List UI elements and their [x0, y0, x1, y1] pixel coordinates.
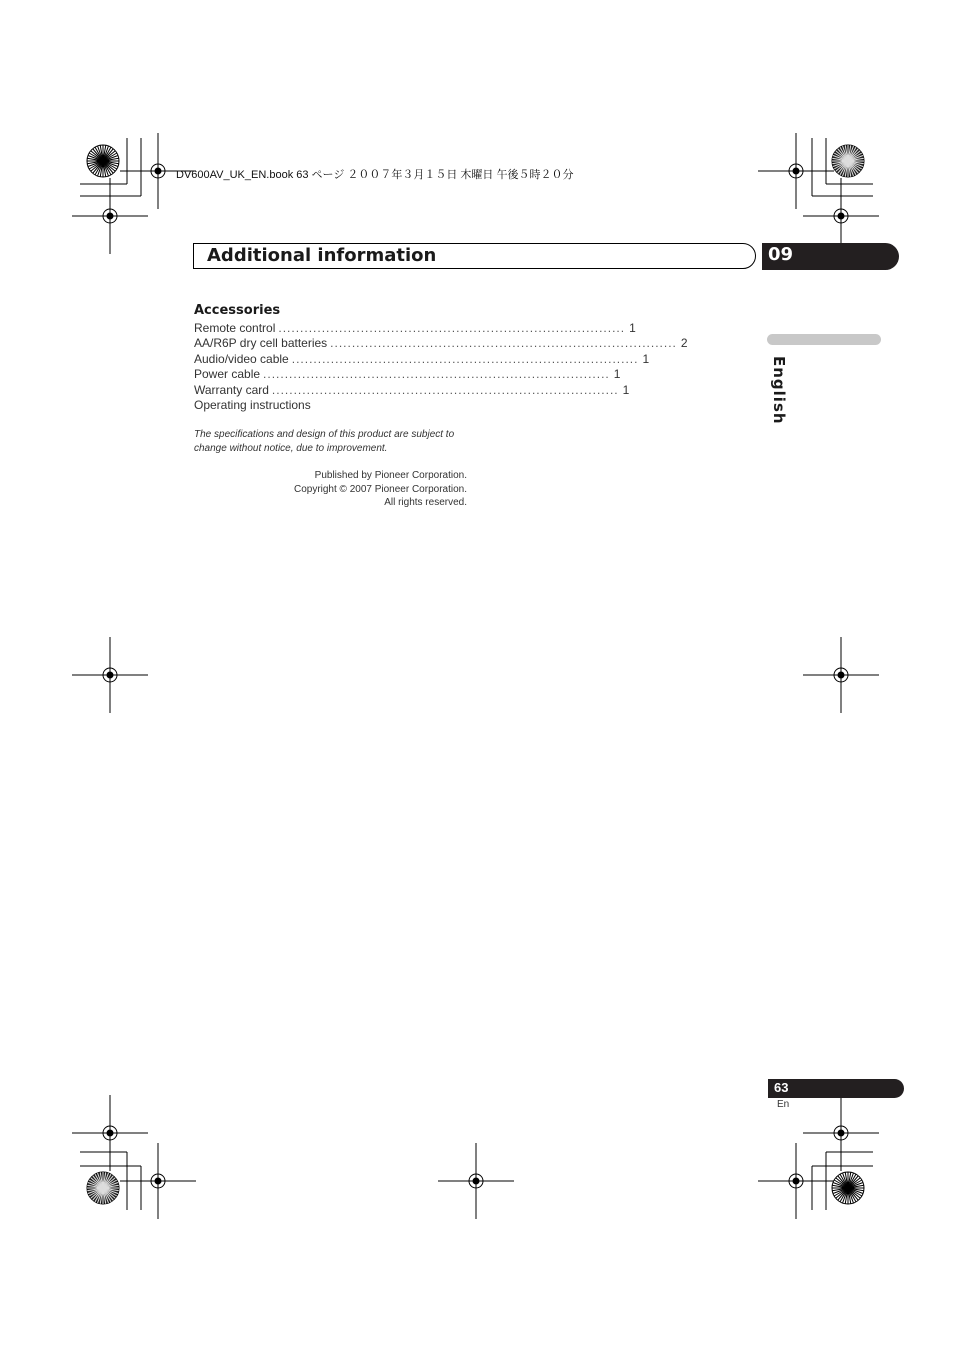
- chapter-number: 09: [768, 244, 794, 265]
- chapter-badge: [762, 243, 899, 270]
- leader-dots: ................................................................................: [278, 321, 626, 335]
- list-item: [194, 351, 650, 367]
- page-number-badge: [768, 1079, 904, 1098]
- star-target-mark: [87, 1172, 119, 1204]
- registration-mark: [758, 1143, 834, 1219]
- item-name: AA/R6P dry cell batteries: [194, 336, 328, 351]
- leader-dots: ................................................................................: [291, 351, 639, 366]
- rights-line: All rights reserved.: [384, 497, 467, 508]
- accessories-heading: Accessories: [194, 303, 281, 318]
- leader-dots: ................................................................................: [271, 382, 619, 397]
- leader-dots: ................................................................................: [263, 367, 610, 382]
- list-item: [194, 382, 630, 398]
- publisher-block: [230, 469, 467, 510]
- accessories-list: [194, 321, 688, 398]
- registration-mark: [758, 133, 834, 209]
- item-name: Warranty card: [194, 382, 269, 397]
- publisher-line: Published by Pioneer Corporation.: [314, 470, 467, 481]
- item-qty: 1: [622, 382, 630, 397]
- registration-mark: [72, 178, 148, 254]
- list-item: [194, 336, 688, 351]
- star-target-mark: [832, 1172, 864, 1204]
- section-title-box: [193, 243, 756, 269]
- copyright-line: Copyright © 2007 Pioneer Corporation.: [293, 483, 467, 495]
- item-name: Audio/video cable: [194, 351, 289, 366]
- specifications-note: The specifications and design of this product are subject to change without notice, due to improvement.: [194, 429, 455, 454]
- print-header: DV600AV_UK_EN.book 63 ページ ２００７年３月１５日 木曜日 午後５時２０分: [176, 169, 574, 181]
- list-item: [194, 367, 621, 382]
- item-name: Power cable: [194, 367, 261, 382]
- item-qty: 1: [642, 351, 650, 366]
- registration-mark: [438, 1143, 514, 1219]
- item-qty: 2: [680, 336, 688, 351]
- item-name: Remote control: [194, 321, 276, 335]
- page-number: 63: [774, 1080, 789, 1095]
- star-target-mark: [87, 145, 119, 177]
- registration-mark: [803, 637, 879, 713]
- page-language-code: En: [777, 1099, 790, 1110]
- language-tab-bar: [767, 334, 881, 345]
- section-title: Additional information: [207, 245, 437, 266]
- star-target-mark: [832, 145, 864, 177]
- registration-mark: [72, 1095, 148, 1171]
- accessories-last-item: Operating instructions: [194, 398, 311, 412]
- item-qty: 1: [613, 367, 621, 382]
- registration-mark: [72, 637, 148, 713]
- item-qty: 1: [629, 321, 636, 335]
- registration-mark: [803, 1095, 879, 1171]
- language-tab-label: English: [770, 356, 788, 425]
- leader-dots: ................................................................................: [330, 336, 677, 351]
- list-item: [194, 321, 636, 336]
- registration-mark: [120, 1143, 196, 1219]
